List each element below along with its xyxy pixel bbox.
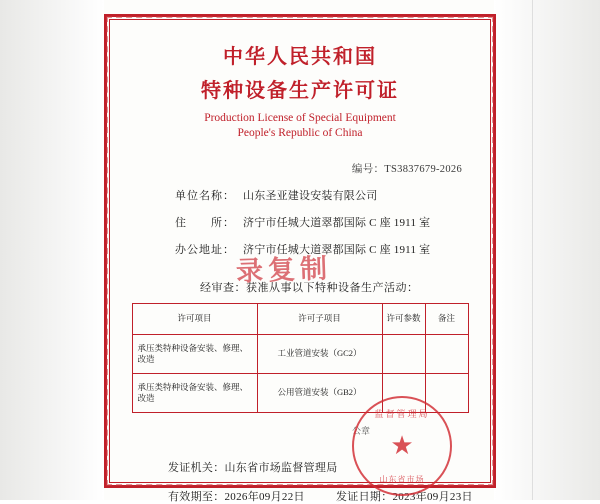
table-header-note: 备注: [425, 304, 468, 335]
seal-star-icon: ★: [390, 431, 414, 460]
license-scope-table: [132, 303, 469, 413]
table-header-item: 许可项目: [132, 304, 257, 335]
seal-bottom-text: 山东省市场: [379, 475, 425, 484]
table-cell-param: [382, 374, 425, 413]
table-header-param: 许可参数: [382, 304, 425, 335]
field-address: [120, 214, 480, 230]
table-cell-subitem: 工业管道安装（GC2）: [257, 335, 382, 374]
field-value: 济宁市任城大道翠都国际 C 座 1911 室: [243, 244, 431, 256]
certificate-number: 编号：TS3837679-2026: [351, 164, 462, 175]
field-office-address: [120, 241, 480, 257]
issuing-authority: 发证机关：山东省市场监督管理局: [168, 462, 338, 474]
field-label: 单位名称：: [175, 190, 235, 202]
scan-edge-left: [0, 0, 104, 500]
field-label: 住 所：: [175, 217, 235, 229]
field-company-name: [120, 187, 480, 203]
field-value: 山东圣亚建设安装有限公司: [243, 190, 378, 202]
copy-watermark-text: 录复制: [235, 253, 333, 287]
table-cell-param: [382, 335, 425, 374]
table-header-subitem: 许可子项目: [257, 304, 382, 335]
dates-row: [120, 488, 480, 504]
certificate-content: [120, 30, 480, 503]
title-english-line1: Production License of Special Equipment: [204, 112, 396, 124]
scan-edge-right: [494, 0, 600, 500]
table-row: [132, 374, 468, 413]
scan-artifact-line: [532, 0, 533, 500]
table-cell-item: 承压类特种设备安装、修理、改造: [132, 374, 257, 413]
title-english-line2: People's Republic of China: [237, 127, 363, 139]
table-cell-note: [425, 335, 468, 374]
title-chinese-line1: 中华人民共和国: [223, 46, 377, 68]
table-cell-item: 承压类特种设备安装、修理、改造: [132, 335, 257, 374]
company-seal-label: 公章: [352, 426, 371, 436]
table-cell-subitem: 公用管道安装（GB2）: [257, 374, 382, 413]
table-header-row: [132, 304, 468, 335]
field-label: 办公地址：: [175, 244, 235, 256]
seal-top-text: 监督管理局: [374, 409, 430, 419]
table-row: [132, 335, 468, 374]
approval-statement: 经审查：获准从事以下特种设备生产活动：: [200, 282, 419, 294]
issue-date: 发证日期：2023年09月23日: [336, 491, 473, 503]
table-cell-note: [425, 374, 468, 413]
valid-until-date: 有效期至：2026年09月22日: [168, 491, 305, 503]
field-value: 济宁市任城大道翠都国际 C 座 1911 室: [243, 217, 431, 229]
title-chinese-line2: 特种设备生产许可证: [201, 80, 399, 102]
